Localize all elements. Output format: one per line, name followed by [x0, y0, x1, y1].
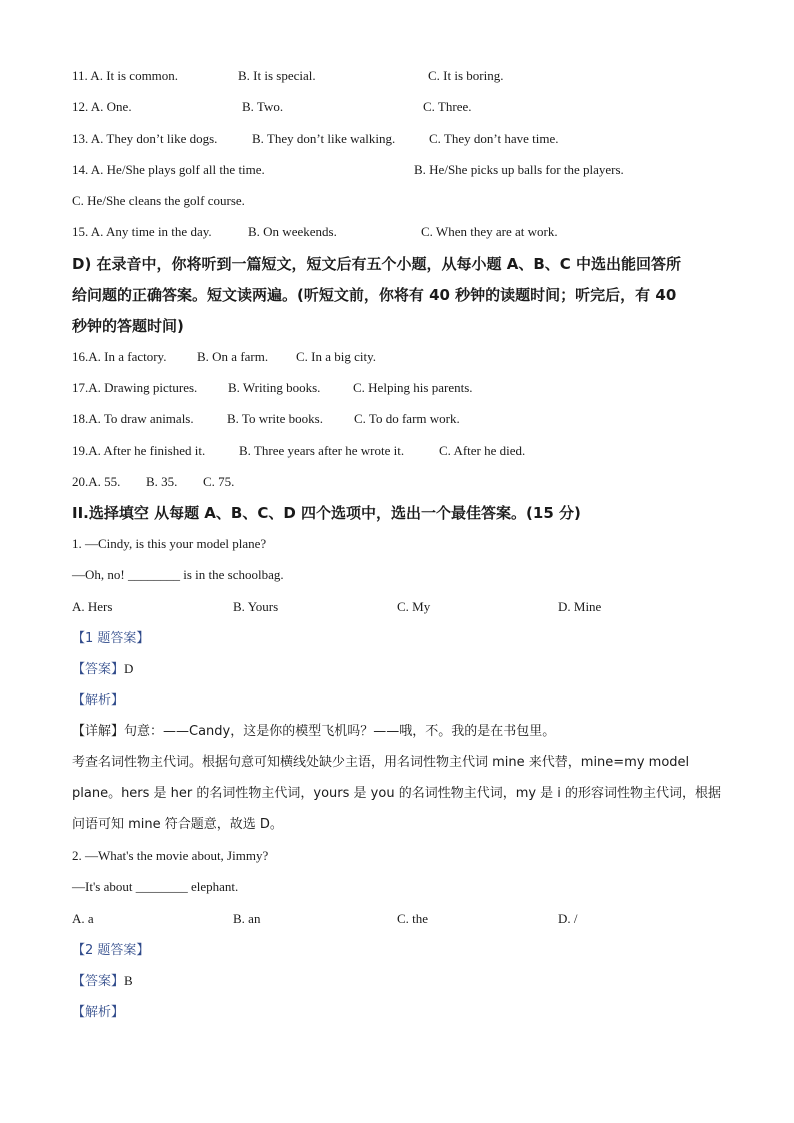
q1-detail-label: 【详解】: [72, 724, 125, 739]
q2-answer-label: 【答案】: [72, 974, 125, 989]
q13-option-b[interactable]: B. They don’t like walking.: [252, 131, 396, 146]
q11-option-b[interactable]: B. It is special.: [238, 68, 316, 83]
q2-stem-line1: 2. —What's the movie about, Jimmy?: [72, 848, 269, 863]
q1-answer-tag: [72, 630, 149, 647]
q17-option-a[interactable]: 17.A. Drawing pictures.: [72, 380, 198, 395]
q13-option-a[interactable]: 13. A. They don’t like dogs.: [72, 131, 218, 146]
q16-option-a[interactable]: 16.A. In a factory.: [72, 349, 167, 364]
q1-option-c[interactable]: C. My: [397, 599, 431, 614]
q1-analysis-tag: [72, 692, 124, 709]
q19-option-a[interactable]: 19.A. After he finished it.: [72, 443, 206, 458]
q15-option-a[interactable]: 15. A. Any time in the day.: [72, 224, 212, 239]
q2-option-c[interactable]: C. the: [397, 911, 429, 926]
q2-option-b[interactable]: B. an: [233, 911, 261, 926]
q18-option-c[interactable]: C. To do farm work.: [354, 411, 460, 426]
q1-answer-tag-text: 【1 题答案】: [72, 631, 150, 646]
q19-option-c[interactable]: C. After he died.: [439, 443, 526, 458]
q14-option-b[interactable]: B. He/She picks up balls for the players.: [414, 162, 624, 177]
q1-stem-line2: —Oh, no! ________ is in the schoolbag.: [72, 567, 284, 582]
q1-option-b[interactable]: B. Yours: [233, 599, 279, 614]
q20-option-a[interactable]: 20.A. 55.: [72, 474, 121, 489]
q2-answer-tag: [72, 942, 149, 959]
q12-option-b[interactable]: B. Two.: [242, 99, 284, 114]
section-d-instruction-line2: 给问题的正确答案。短文读两遍。(听短文前，你将有 40 秒钟的读题时间；听完后，有 40: [72, 286, 677, 304]
q16-option-c[interactable]: C. In a big city.: [296, 349, 377, 364]
q2-option-d[interactable]: D. /: [558, 911, 578, 926]
q18-option-a[interactable]: 18.A. To draw animals.: [72, 411, 194, 426]
q19-option-b[interactable]: B. Three years after he wrote it.: [239, 443, 405, 458]
q1-explanation-line3: 问语可知 mine 符合题意，故选 D。: [72, 817, 283, 832]
q2-option-a[interactable]: A. a: [72, 911, 94, 926]
q20-option-c[interactable]: C. 75.: [203, 474, 235, 489]
q1-answer-row: [72, 661, 133, 678]
q1-detail-text: 句意：——Candy，这是你的模型飞机吗？——哦，不。我的是在书包里。: [124, 724, 556, 739]
q20-option-b[interactable]: B. 35.: [146, 474, 178, 489]
q2-analysis-tag-text: 【解析】: [72, 1005, 125, 1020]
q1-detail-row: [72, 724, 555, 740]
q15-option-b[interactable]: B. On weekends.: [248, 224, 337, 239]
q12-option-a[interactable]: 12. A. One.: [72, 99, 132, 114]
q14-option-c[interactable]: C. He/She cleans the golf course.: [72, 193, 245, 208]
q11-option-c[interactable]: C. It is boring.: [428, 68, 504, 83]
q2-analysis-tag: [72, 1004, 124, 1021]
q12-option-c[interactable]: C. Three.: [423, 99, 472, 114]
q1-explanation-line1: 考查名词性物主代词。根据句意可知横线处缺少主语，用名词性物主代词 mine 来代替，mine=my model: [72, 755, 690, 770]
q2-answer-tag-text: 【2 题答案】: [72, 943, 150, 958]
q17-option-b[interactable]: B. Writing books.: [228, 380, 321, 395]
q17-option-c[interactable]: C. Helping his parents.: [353, 380, 473, 395]
q18-option-b[interactable]: B. To write books.: [227, 411, 323, 426]
q1-option-d[interactable]: D. Mine: [558, 599, 602, 614]
q15-option-c[interactable]: C. When they are at work.: [421, 224, 558, 239]
q1-analysis-tag-text: 【解析】: [72, 693, 125, 708]
q1-answer-value: D: [124, 661, 134, 676]
q1-option-a[interactable]: A. Hers: [72, 599, 113, 614]
q1-explanation-line2: plane。hers 是 her 的名词性物主代词，yours 是 you 的名词性物主代词，my 是 i 的形容词性物主代词，根据: [72, 786, 722, 801]
section-d-instruction-line1: D) 在录音中，你将听到一篇短文，短文后有五个小题，从每小题 A、B、C 中选出能回答所: [72, 255, 682, 273]
q1-stem-line1: 1. —Cindy, is this your model plane?: [72, 536, 267, 551]
section-d-instruction-line3: 秒钟的答题时间): [72, 317, 184, 335]
section-ii-heading: II.选择填空 从每题 A、B、C、D 四个选项中，选出一个最佳答案。(15 分): [72, 504, 581, 522]
q1-answer-label: 【答案】: [72, 662, 125, 677]
q14-option-a[interactable]: 14. A. He/She plays golf all the time.: [72, 162, 265, 177]
q2-stem-line2: —It's about ________ elephant.: [72, 879, 239, 894]
q2-answer-row: [72, 973, 133, 990]
q2-answer-value: B: [124, 973, 133, 988]
q13-option-c[interactable]: C. They don’t have time.: [429, 131, 559, 146]
q16-option-b[interactable]: B. On a farm.: [197, 349, 269, 364]
q11-option-a[interactable]: 11. A. It is common.: [72, 68, 179, 83]
